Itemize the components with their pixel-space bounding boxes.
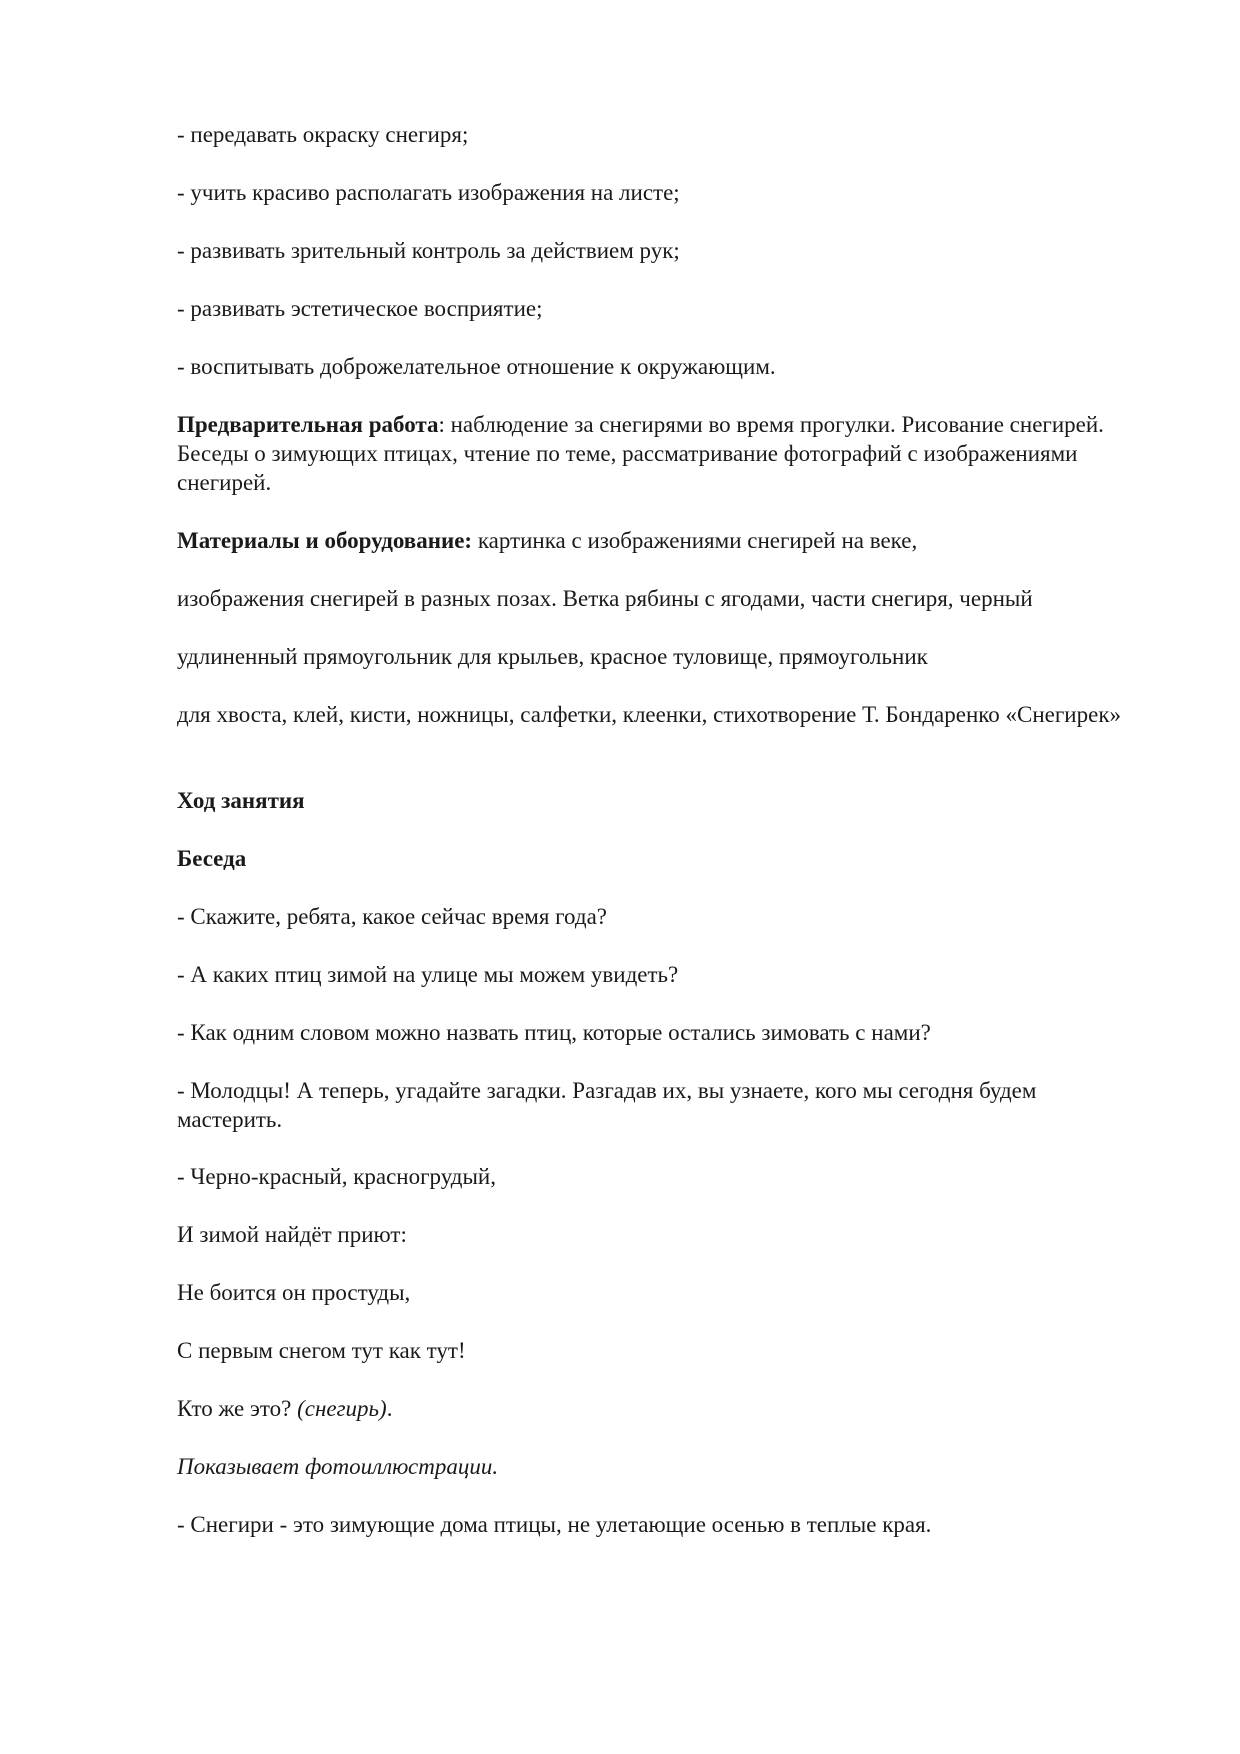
goal-item: - передавать окраску снегиря;: [177, 122, 469, 147]
materials-line: для хвоста, клей, кисти, ножницы, салфетки, клеенки, стихотворение Т. Бондаренко «Снегирек»: [177, 702, 1121, 727]
heading-conversation: Беседа: [177, 846, 247, 871]
goal-item: - развивать зрительный контроль за действием рук;: [177, 238, 680, 263]
riddle-line: - Черно-красный, красногрудый,: [177, 1164, 496, 1189]
riddle-question-line: [177, 1394, 1137, 1423]
dialogue-line: - Скажите, ребята, какое сейчас время года?: [177, 904, 607, 929]
riddle-line: Не боится он простуды,: [177, 1280, 411, 1305]
preliminary-work-label: Предварительная работа: [177, 412, 439, 437]
preliminary-work-paragraph: [177, 410, 1137, 497]
goal-item: - развивать эстетическое восприятие;: [177, 296, 543, 321]
goal-item: - учить красиво располагать изображения на листе;: [177, 180, 680, 205]
riddle-end: .: [386, 1396, 393, 1421]
preliminary-work-text: : наблюдение за снегирями во время прогулки. Рисование снегирей. Беседы о зимующих птицах, чтение по теме, рассматривание фотографий с изображениями снегирей.: [177, 412, 1104, 495]
riddle-line: И зимой найдёт приют:: [177, 1222, 407, 1247]
riddle-answer: (снегирь): [297, 1396, 387, 1421]
dialogue-line: - А каких птиц зимой на улице мы можем увидеть?: [177, 962, 679, 987]
riddle-question: Кто же это?: [177, 1396, 298, 1421]
materials-label: Материалы и оборудование:: [177, 528, 473, 553]
goal-item: - воспитывать доброжелательное отношение к окружающим.: [177, 354, 776, 379]
riddle-line: С первым снегом тут как тут!: [177, 1338, 466, 1363]
stage-direction: Показывает фотоиллюстрации.: [177, 1454, 499, 1479]
materials-line: [177, 526, 1137, 555]
dialogue-line: - Молодцы! А теперь, угадайте загадки. Разгадав их, вы узнаете, кого мы сегодня будем мастерить.: [177, 1078, 1037, 1132]
dialogue-line: - Как одним словом можно назвать птиц, которые остались зимовать с нами?: [177, 1020, 931, 1045]
materials-line: удлиненный прямоугольник для крыльев, красное туловище, прямоугольник: [177, 644, 928, 669]
closing-line: - Снегири - это зимующие дома птицы, не улетающие осенью в теплые края.: [177, 1512, 932, 1537]
materials-text: картинка с изображениями снегирей на веке,: [472, 528, 918, 553]
heading-lesson: Ход занятия: [177, 788, 305, 813]
materials-line: изображения снегирей в разных позах. Ветка рябины с ягодами, части снегиря, черный: [177, 586, 1033, 611]
